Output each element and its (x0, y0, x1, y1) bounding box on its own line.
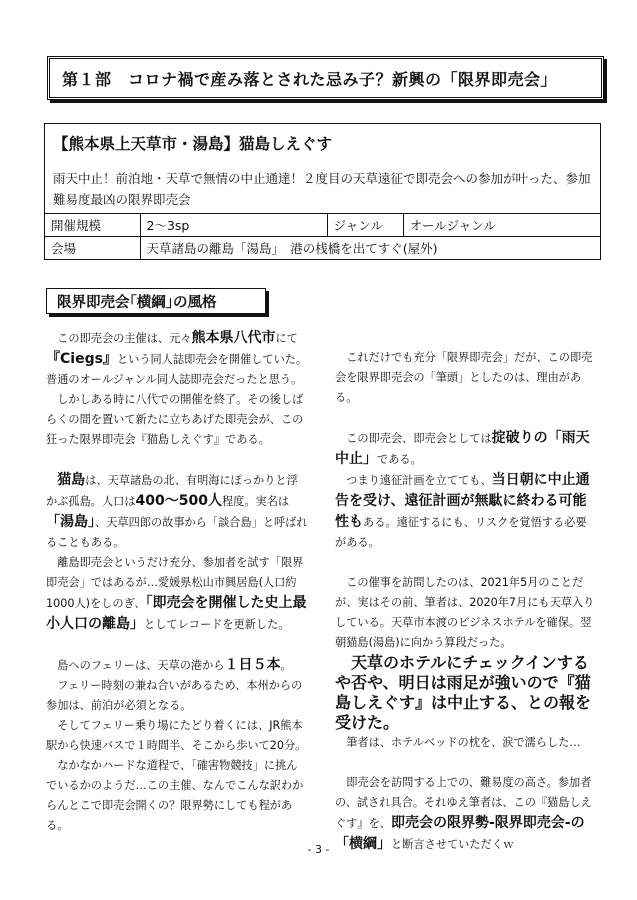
paragraph: 天草のホテルにチェックインするや否や、明日は雨足が強いので『猫島しえぐす』は中止する、との報を受けた。 (335, 653, 592, 732)
value-scale: 2～3sp (140, 214, 327, 237)
venue-info-box (44, 123, 601, 260)
page-number: - 3 - (307, 843, 330, 856)
paragraph: この即売会、即売会としては掟破りの「雨天中止」である。 (335, 430, 590, 467)
paragraph: つまり遠征計画を立てても、当日朝に中止通告を受け、遠征計画が無駄に終わる可能性もある。遠征するにも、リスクを覚悟する必要がある。 (335, 472, 590, 549)
right-column (335, 348, 597, 855)
paragraph: フェリー時刻の兼ね合いがあるため、本州からの参加は、前泊が必須となる。 (46, 679, 303, 712)
paragraph: 筆者は、ホテルベッドの枕を、涙で濡らした… (346, 736, 581, 749)
paragraph: 島へのフェリーは、天草の港から１日５本。 (57, 657, 292, 673)
venue-description: 雨天中止！前泊地・天草で無情の中止通達！２度目の天草遠征で即売会への参加が叶った、参加難易度最凶の限界即売会 (53, 171, 591, 207)
value-venue: 天草諸島の離島「湯島」 港の桟橋を出てすぐ(屋外) (140, 237, 600, 260)
left-column (46, 328, 308, 836)
value-genre: オールジャンル (403, 214, 600, 237)
paragraph: この即売会の主催は、元々熊本県八代市にて『Ciegs』という同人誌即売会を開催していた。普通のオールジャンル同人誌即売会だったと思う。 (46, 330, 308, 386)
chapter-title: 第１部 コロナ禍で産み落とされた忌み子？新興の「限界即売会」 (47, 56, 604, 100)
section-heading: 限界即売会｢横綱｣の風格 (46, 288, 266, 314)
paragraph: これだけでも充分「限界即売会」だが、この即売会を限界即売会の「筆頭」としたのは、理由がある。 (335, 351, 593, 404)
table-row (45, 214, 600, 237)
paragraph: この催事を訪問したのは、2021年5月のことだが、実はその前、筆者は、2020年7月にも天草入りしている。天草市本渡のビジネスホテルを確保。翌朝猫島(湯島)に向かう算段だった。 (335, 576, 595, 649)
paragraph: しかしある時に八代での開催を終了。その後しばらくの間を置いて新たに立ちあげた即売会が、この狂った限界即売会『猫島しえぐす』である。 (46, 393, 304, 446)
paragraph: 猫島は、天草諸島の北、有明海にぽっかりと浮かぶ孤島。人口は400～500人程度。実名は「湯島」、天草四郎の故事から「談合島」と呼ばれることもある。 (46, 472, 308, 549)
paragraph: なかなかハードな道程で、「確害物競技」に挑んでいるかのようだ…この主催、なんでこんな訳わからんとこで即売会開くの？限界勢にしても程がある。 (46, 759, 304, 832)
venue-info-table (45, 213, 600, 260)
paragraph: 即売会を訪問する上での、難易度の高さ。参加者の、試され具合。それゆえ筆者は、この『猫島しえぐす』を、即売会の限界勢-限界即売会-の「横綱」と断言させていただくｗ (335, 776, 592, 852)
table-row (45, 237, 600, 260)
venue-title: 【熊本県上天草市・湯島】猫島しえぐす (53, 135, 333, 153)
label-venue: 会場 (45, 237, 140, 260)
paragraph: 離島即売会というだけ充分、参加者を試す「限界即売会」ではあるが…愛媛県松山市興居島(人口約1000人)をしのぎ、「即売会を開催した史上最小人口の離島」としてレコードを更新した。 (46, 556, 307, 632)
label-scale: 開催規模 (45, 214, 140, 237)
paragraph: そしてフェリー乗り場にたどり着くには、JR熊本駅から快速バスで１時間半、そこから歩いて20分。 (46, 719, 307, 752)
label-genre: ジャンル (327, 214, 403, 237)
